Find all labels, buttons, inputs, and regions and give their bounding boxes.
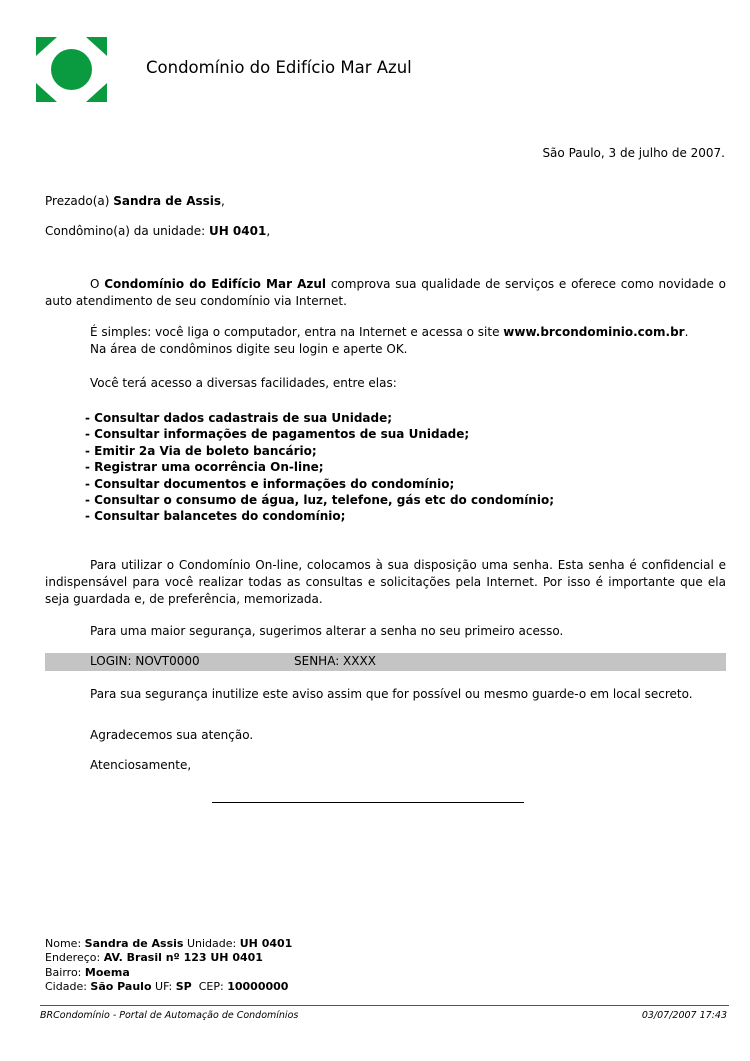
recipient-city-row: Cidade: São Paulo UF: SP CEP: 10000000 bbox=[45, 980, 289, 994]
intro-paragraph: O Condomínio do Edifício Mar Azul comprova sua qualidade de serviços e oferece como novidade o auto atendimento de seu condomínio via Internet. bbox=[45, 277, 726, 308]
letter-date: São Paulo, 3 de julho de 2007. bbox=[542, 146, 725, 160]
credentials-bar bbox=[45, 653, 726, 671]
thanks-line: Agradecemos sua atenção. bbox=[90, 728, 254, 742]
list-item: - Consultar informações de pagamentos de sua Unidade; bbox=[85, 427, 470, 442]
password-paragraph: Para utilizar o Condomínio On-line, colocamos à sua disposição uma senha. Esta senha é confidencial e indispensável para você realizar todas as consultas e solicitações pela Internet. Por isso é importante que ela seja guardada e, de preferência, memorizada. bbox=[45, 558, 726, 606]
unit-number: UH 0401 bbox=[208, 224, 267, 238]
security-suggestion: Para uma maior segurança, sugerimos alterar a senha no seu primeiro acesso. bbox=[90, 624, 564, 638]
access-intro: Você terá acesso a diversas facilidades, entre elas: bbox=[90, 376, 397, 390]
closing-line: Atenciosamente, bbox=[90, 758, 192, 772]
login-value: LOGIN: NOVT0000 bbox=[90, 654, 200, 668]
list-item: - Emitir 2a Via de boleto bancário; bbox=[85, 443, 317, 458]
recipient-district-row: Bairro: Moema bbox=[45, 965, 130, 979]
facilities-list bbox=[85, 410, 554, 525]
site-url: www.brcondominio.com.br bbox=[503, 325, 685, 339]
discard-notice: Para sua segurança inutilize este aviso assim que for possível ou mesmo guarde-o em local secreto. bbox=[90, 687, 693, 701]
recipient-address-row: Endereço: AV. Brasil nº 123 UH 0401 bbox=[45, 951, 263, 965]
unit-line: Condômino(a) da unidade: UH 0401, bbox=[45, 224, 271, 238]
list-item: - Consultar dados cadastrais de sua Unidade; bbox=[85, 411, 393, 425]
password-value: SENHA: XXXX bbox=[294, 654, 376, 668]
list-item: - Consultar o consumo de água, luz, telefone, gás etc do condomínio; bbox=[85, 493, 555, 508]
list-item: - Consultar documentos e informações do condomínio; bbox=[85, 476, 455, 491]
list-item: - Consultar balancetes do condomínio; bbox=[85, 509, 346, 524]
recipient-name: Sandra de Assis bbox=[113, 194, 222, 208]
recipient-info bbox=[45, 937, 292, 995]
salutation: Prezado(a) Sandra de Assis, bbox=[45, 194, 225, 208]
login-instructions: Na área de condôminos digite seu login e aperte OK. bbox=[90, 342, 408, 356]
list-item: - Registrar uma ocorrência On-line; bbox=[85, 460, 324, 475]
condominium-logo-icon bbox=[36, 37, 107, 102]
letterhead-title: Condomínio do Edifício Mar Azul bbox=[146, 58, 412, 77]
footer-divider bbox=[40, 1005, 729, 1006]
recipient-name-row: Nome: Sandra de Assis Unidade: UH 0401 bbox=[45, 937, 293, 950]
site-instructions: É simples: você liga o computador, entra na Internet e acessa o site www.brcondominio.com.br. bbox=[90, 325, 689, 339]
footer-portal-name: BRCondomínio - Portal de Automação de Condomínios bbox=[40, 1010, 299, 1021]
signature-line bbox=[212, 802, 524, 803]
footer-timestamp: 03/07/2007 17:43 bbox=[641, 1010, 727, 1021]
